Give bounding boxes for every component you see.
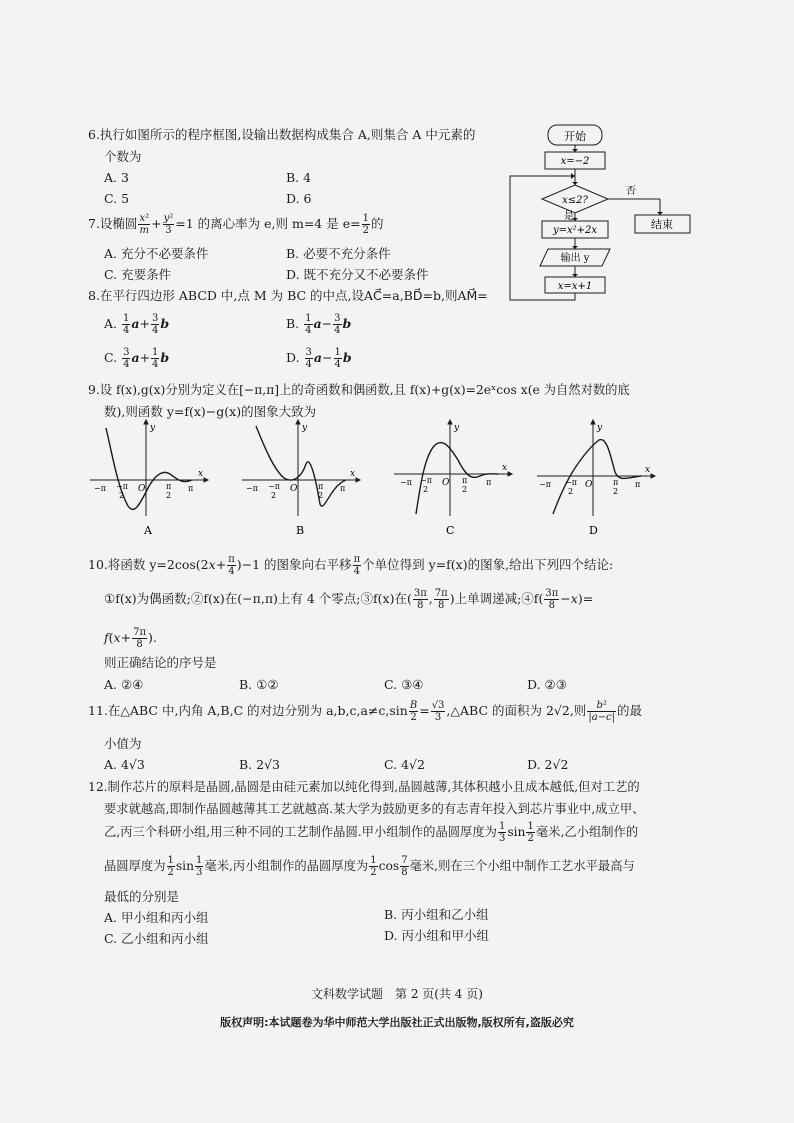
q8-a-n2: 3: [151, 313, 159, 324]
copyright-notice: 版权声明:本试题卷为华中师范大学出版社正式出版物,版权所有,盗版必究: [220, 1016, 574, 1029]
svg-text:2: 2: [271, 491, 277, 500]
svg-text:−π: −π: [420, 476, 432, 485]
svg-text:y: y: [150, 423, 156, 433]
svg-text:π: π: [318, 482, 324, 491]
q8-option-a-label: A.: [104, 316, 118, 331]
q7-frac-x-den: m: [139, 225, 149, 236]
q8-a-d1: 4: [123, 325, 130, 336]
q12-stem-line4: 晶圆厚度为 $\frac{1}{2}$ sin $\frac{1}{3}$ 毫米,丙小组制作的晶圆厚度为 $\frac{1}{2}$ cos $\frac{7}{8}$ 毫米,则在三个小组中制作工艺水平最高与: [104, 855, 635, 878]
q11-option-a: A. 4√3: [104, 757, 145, 772]
q7-prefix: 7.设椭圆: [88, 216, 138, 231]
q7-frac-x: $\frac{\text{x²}}{m}$: [139, 213, 150, 236]
q8-d-op: −: [322, 350, 333, 365]
q10-stem-line2: ①f(x)为偶函数;②f(x)在(−π,π)上有 4 个零点;③f(x)在( $\frac{3\pi}{8}$ , $\frac{7\pi}{8}$ )上单调递减;④f( $\frac{3\pi}{8}$ −x)=: [104, 588, 594, 611]
q9-graph-d: [535, 418, 655, 537]
flow-no-label: 否: [626, 186, 636, 197]
q10-line1c: 个单位得到 y=f(x)的图象,给出下列四个结论:: [362, 557, 614, 572]
q7-stem: 7.设椭圆 $\frac{\text{x²}}{m}$ + $\frac{\text{y²}}{3}$ =1 的离心率为 e,则 m=4 是 e= $\frac{1}{2}$ 的: [88, 213, 384, 236]
svg-text:2: 2: [119, 491, 125, 500]
q8-option-c-label: C.: [104, 350, 118, 365]
q8-option-d-label: D.: [286, 350, 300, 365]
q7-frac-y: $\frac{\text{y²}}{3}$: [163, 213, 174, 236]
q11-option-c: C. 4√2: [384, 757, 425, 772]
svg-text:2: 2: [613, 487, 619, 496]
page-number: 文科数学试题 第 2 页(共 4 页): [311, 987, 483, 1001]
svg-text:x: x: [198, 469, 204, 479]
svg-text:π: π: [486, 478, 492, 487]
q12-stem-line1: 12.制作芯片的原料是晶圆,晶圆是由硅元素加以纯化得到,晶圆越薄,其体积越小且成本越低,但对工艺的: [88, 780, 640, 794]
svg-text:π: π: [340, 484, 346, 493]
q7-frac-e-num: 1: [362, 213, 369, 224]
svg-text:2: 2: [166, 491, 172, 500]
q8-a-d2: 4: [151, 325, 159, 336]
q11-stem-line2: 小值为: [104, 736, 142, 751]
q8-b-n2: 3: [334, 313, 341, 324]
flow-start-label: 开始: [564, 130, 586, 143]
q11-option-b: B. 2√3: [239, 757, 281, 772]
svg-text:2: 2: [462, 485, 468, 494]
q12-line4e: 毫米,则在三个小组中制作工艺水平最高与: [409, 859, 635, 873]
q7-frac-y-den: 3: [165, 225, 172, 236]
q12-stem-line3: 乙,丙三个科研小组,用三种不同的工艺制作晶圆.甲小组制作的晶圆厚度为 $\frac{1}{3}$ sin $\frac{1}{2}$ 毫米,乙小组制作的: [104, 821, 639, 844]
q8-option-b-label: B.: [286, 316, 300, 331]
q8-option-a: A. $\frac{1}{4}$ a+ $\frac{3}{4}$ b: [104, 313, 170, 336]
q9-graph-c-label: C: [446, 524, 455, 537]
q8-option-c: C. $\frac{3}{4}$ a+ $\frac{1}{4}$ b: [104, 347, 170, 370]
flow-yes-label: 是: [564, 211, 574, 222]
q11-line1b: =: [419, 703, 430, 718]
q12-line4a: 晶圆厚度为: [104, 859, 166, 873]
q8-b-d2: 4: [334, 325, 341, 336]
q8-d-n1: 3: [305, 347, 312, 358]
svg-text:−π: −π: [565, 478, 577, 487]
flow-init-label: x=−2: [560, 156, 590, 167]
q10-option-c: C. ③④: [384, 677, 424, 692]
q12-line4b: sin: [175, 859, 195, 873]
q10-line1b: −1 的图象向右平移: [241, 557, 352, 572]
q7-frac-e-den: 2: [362, 225, 369, 236]
q10-line2: ①f(x)为偶函数;②f(x)在(−π,π)上有 4 个零点;③f(x)在: [104, 591, 407, 606]
q10-stem-line3: f(x+ $\frac{7\pi}{8}$ ).: [104, 627, 157, 650]
q12-option-c: C. 乙小组和丙小组: [104, 931, 209, 946]
svg-text:π: π: [635, 480, 641, 489]
flow-incr-label: x=x+1: [557, 281, 593, 292]
q7-option-c: C. 充要条件: [104, 267, 172, 282]
flow-end-label: 结束: [651, 218, 673, 231]
svg-text:2: 2: [423, 485, 429, 494]
q8-a-op: +: [139, 316, 150, 331]
svg-text:O: O: [585, 480, 593, 490]
q12-line3c: 毫米,乙小组制作的: [535, 825, 639, 839]
q6-option-b: B. 4: [286, 170, 312, 185]
svg-text:−π: −π: [116, 482, 128, 491]
q8-c-n1: 3: [123, 347, 130, 358]
q8-option-b: B. $\frac{1}{4}$ a− $\frac{3}{4}$ b: [286, 313, 352, 336]
q8-a-n1: 1: [123, 313, 130, 324]
q6-option-a: A. 3: [104, 170, 129, 185]
svg-text:y: y: [302, 423, 308, 433]
svg-text:−π: −π: [539, 480, 551, 489]
q11-line1d: 的最: [617, 703, 643, 718]
svg-text:x: x: [502, 463, 508, 473]
svg-text:x: x: [645, 465, 651, 475]
svg-text:π: π: [613, 478, 619, 487]
q9-graph-a-label: A: [144, 524, 152, 537]
q9-graph-c: [392, 418, 512, 537]
svg-text:2: 2: [318, 491, 324, 500]
q8-b-op: −: [321, 316, 333, 331]
q8-b-n1: 1: [305, 313, 312, 324]
q8-d-n2: 1: [334, 347, 341, 358]
svg-text:O: O: [138, 484, 146, 494]
q10-line3: f: [104, 630, 109, 645]
q12-stem-line5: 最低的分别是: [104, 889, 180, 904]
q10-line2b: 上单调递减;④f: [454, 591, 539, 606]
q9-graph-b: [240, 418, 360, 537]
svg-text:−π: −π: [400, 478, 412, 487]
q12-line4c: 毫米,丙小组制作的晶圆厚度为: [204, 859, 369, 873]
q10-line1a: 10.将函数 y=2cos: [88, 557, 196, 572]
q10-option-a: A. ②④: [104, 677, 144, 692]
flow-assign-label: y=x²+2x: [552, 225, 598, 236]
q8-b-d1: 4: [305, 325, 312, 336]
q7-eq: =1 的离心率为 e,则 m=4 是 e=: [175, 216, 361, 231]
q12-stem-line2: 要求就越高,即制作晶圆越薄其工艺就越高.某大学为鼓励更多的有志青年投入到芯片事业中,成立甲、: [104, 802, 645, 816]
q10-option-d: D. ②③: [527, 677, 567, 692]
q9-stem-line1: 9.设 f(x),g(x)分别为定义在[−π,π]上的奇函数和偶函数,且 f(x)+g(x)=2eˣcos x(e 为自然对数的底: [88, 383, 630, 397]
svg-text:π: π: [188, 484, 194, 493]
q9-stem-line2: 数),则函数 y=f(x)−g(x)的图象大致为: [104, 404, 317, 419]
q6-stem-line1: 6.执行如图所示的程序框图,设输出数据构成集合 A,则集合 A 中元素的: [88, 127, 476, 142]
q8-c-n2: 1: [152, 347, 159, 358]
q7-suffix: 的: [370, 216, 384, 231]
flow-output-label: 输出 y: [560, 253, 590, 264]
svg-text:2: 2: [568, 487, 574, 496]
svg-text:π: π: [166, 482, 172, 491]
svg-text:−π: −π: [94, 484, 106, 493]
q7-option-b: B. 必要不充分条件: [286, 246, 391, 261]
q11-line1a: 11.在△ABC 中,内角 A,B,C 的对边分别为 a,b,c,a≠c,sin: [88, 703, 408, 718]
q11-line1c: ,△ABC 的面积为 2√2,则: [446, 703, 587, 718]
q8-c-op: +: [139, 350, 151, 365]
q8-c-d2: 4: [152, 359, 159, 370]
q6-option-c: C. 5: [104, 191, 130, 206]
q8-d-d1: 4: [305, 359, 312, 370]
q9-graph-b-label: B: [296, 524, 305, 537]
q12-option-b: B. 丙小组和乙小组: [384, 907, 489, 922]
q12-line4d: cos: [378, 859, 400, 873]
flow-cond-label: x≤2?: [562, 195, 588, 206]
q8-stem: 8.在平行四边形 ABCD 中,点 M 为 BC 的中点,设AC⃗=a,BD⃗=b,则AM⃗=: [88, 288, 488, 303]
q6-stem-line2: 个数为: [104, 149, 142, 164]
q10-stem-line4: 则正确结论的序号是: [104, 655, 217, 670]
q12-option-a: A. 甲小组和丙小组: [104, 910, 209, 925]
q6-option-d: D. 6: [286, 191, 312, 206]
q11-option-d: D. 2√2: [527, 757, 569, 772]
q10-stem-line1: 10.将函数 y=2cos(2x+ $\frac{\pi}{4}$ )−1 的图象向右平移 $\frac{\pi}{4}$ 个单位得到 y=f(x)的图象,给出下列四个结论:: [88, 554, 614, 577]
q12-line3b: sin: [507, 825, 526, 839]
svg-text:O: O: [290, 484, 298, 494]
svg-text:x: x: [350, 469, 356, 479]
q8-d-d2: 4: [334, 359, 341, 370]
q9-graph-a: [88, 418, 208, 537]
svg-text:−π: −π: [268, 482, 280, 491]
q8-option-d: D. $\frac{3}{4}$ a− $\frac{1}{4}$ b: [286, 347, 352, 370]
q7-option-a: A. 充分不必要条件: [104, 246, 209, 261]
svg-text:y: y: [454, 423, 460, 433]
q8-c-d1: 4: [123, 359, 130, 370]
q11-stem-line1: 11.在△ABC 中,内角 A,B,C 的对边分别为 a,b,c,a≠c,sin $\frac{B}{2}$ = $\frac{√3}{3}$ ,△ABC 的面积为 2√2,则 $\frac{\text{b²}}{|a-c|}$ 的最: [88, 700, 643, 723]
q9-graph-d-label: D: [589, 524, 598, 537]
svg-text:−π: −π: [246, 484, 258, 493]
flowchart: [500, 118, 720, 308]
q7-option-d: D. 既不充分又不必要条件: [286, 267, 429, 282]
svg-text:y: y: [597, 423, 603, 433]
svg-text:O: O: [442, 478, 450, 488]
q7-frac-e: [362, 213, 370, 236]
q10-option-b: B. ①②: [239, 677, 279, 692]
svg-text:π: π: [462, 476, 468, 485]
q12-option-d: D. 丙小组和甲小组: [384, 928, 490, 943]
q12-line3a: 乙,丙三个科研小组,用三种不同的工艺制作晶圆.甲小组制作的晶圆厚度为: [104, 825, 497, 839]
